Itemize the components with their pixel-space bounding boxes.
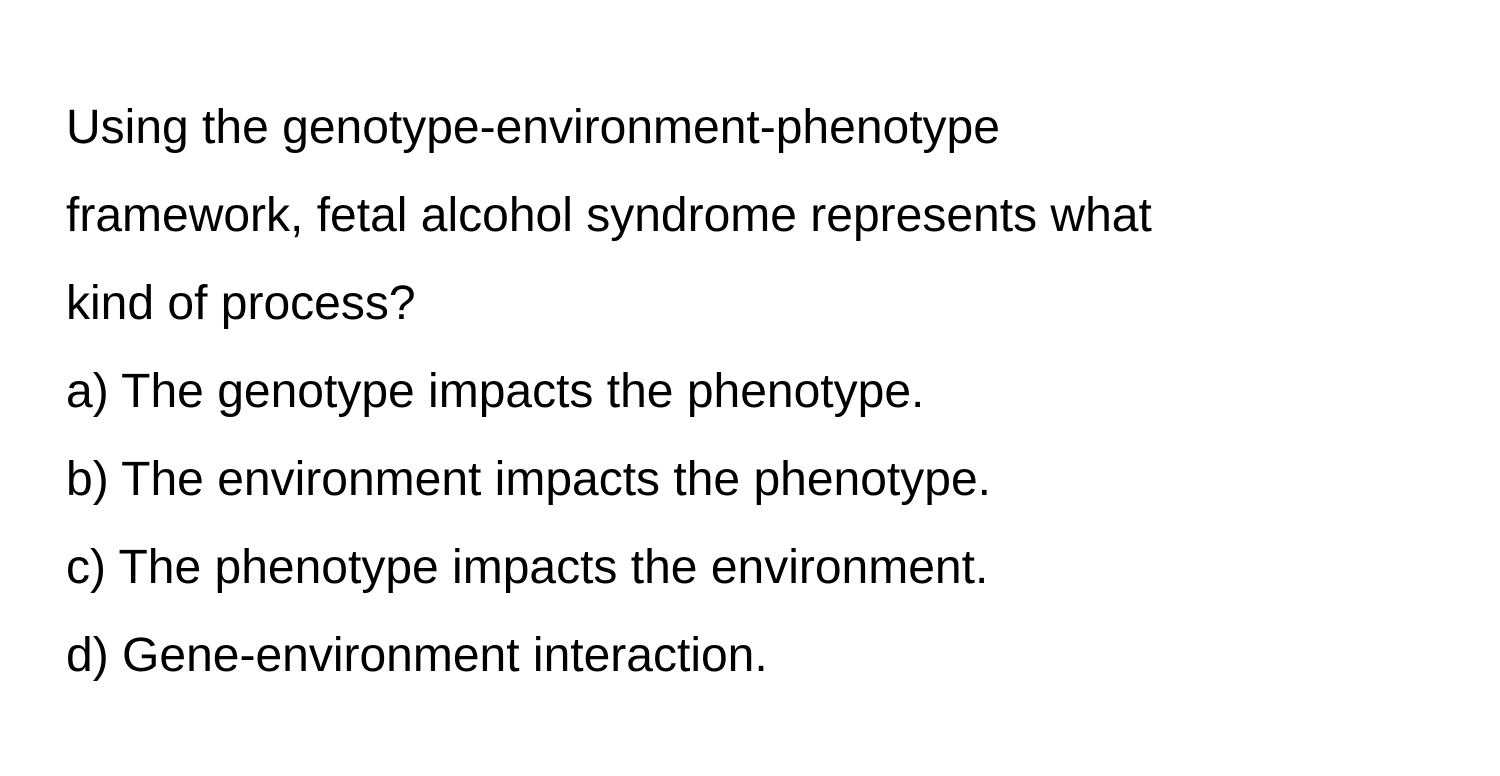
- option-label: b): [66, 453, 109, 506]
- question-line: framework, fetal alcohol syndrome represents what: [66, 189, 1152, 242]
- option-label: a): [66, 365, 109, 418]
- option-text: The environment impacts the phenotype.: [121, 453, 991, 506]
- option-d: [66, 612, 1446, 700]
- option-text: The genotype impacts the phenotype.: [121, 365, 925, 418]
- option-text: Gene-environment interaction.: [122, 629, 768, 682]
- option-label: d): [66, 629, 109, 682]
- answer-options: [66, 348, 1446, 700]
- option-b: [66, 436, 1446, 524]
- question-text: [66, 84, 1446, 348]
- option-text: The phenotype impacts the environment.: [118, 541, 989, 594]
- option-c: [66, 524, 1446, 612]
- question-line: Using the genotype-environment-phenotype: [66, 101, 1000, 154]
- question-line: kind of process?: [66, 277, 416, 330]
- question-card: [66, 84, 1446, 700]
- option-a: [66, 348, 1446, 436]
- option-label: c): [66, 541, 106, 594]
